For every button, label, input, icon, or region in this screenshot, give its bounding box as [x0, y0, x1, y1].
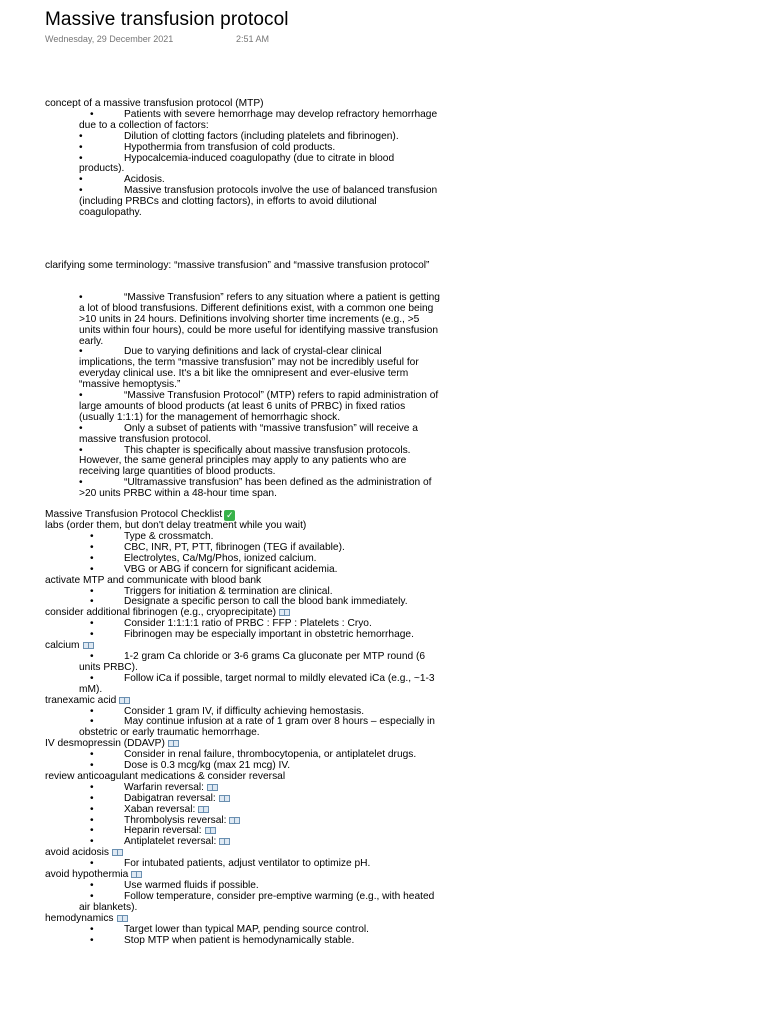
bullet-item: • May continue infusion at a rate of 1 gram over 8 hours – especially in obstetric or early traumatic hemorrhage. [45, 717, 440, 739]
bullet-item: • This chapter is specifically about massive transfusion protocols. However, the same general principles may apply to any patients who are receiving large quantities of blood products. [45, 446, 440, 479]
bullet-item: • 1-2 gram Ca chloride or 3-6 grams Ca gluconate per MTP round (6 units PRBC). [45, 652, 440, 674]
bullet-item: • Consider 1:1:1:1 ratio of PRBC : FFP : Platelets : Cryo. [45, 619, 440, 630]
bullet-item: • For intubated patients, adjust ventilator to optimize pH. [45, 859, 440, 870]
bullet-item: • Consider 1 gram IV, if difficulty achieving hemostasis. [45, 707, 440, 718]
book-icon[interactable] [219, 838, 230, 845]
bullet-item: • “Massive Transfusion Protocol” (MTP) refers to rapid administration of large amounts of blood products (at least 6 units of PRBC) in fixed ratios (usually 1:1:1) for the management of hemorrhagic shock. [45, 391, 440, 424]
section-heading [45, 696, 440, 707]
bullet-item: • “Ultramassive transfusion” has been defined as the administration of >20 units PRBC within a 48-hour time span. [45, 478, 440, 500]
bullet-item: • Dilution of clotting factors (including platelets and fibrinogen). [45, 132, 440, 143]
bullet-item: • Massive transfusion protocols involve the use of balanced transfusion (including PRBCs and clotting factors), in efforts to avoid dilutional coagulopathy. [45, 186, 440, 219]
bullet-item: • Stop MTP when patient is hemodynamically stable. [45, 936, 440, 947]
bullet-text: Xaban reversal: [124, 803, 196, 815]
bullet-item: • Due to varying definitions and lack of crystal-clear clinical implications, the term “massive transfusion” may not be incredibly useful for everyday clinical use. It's a bit like the omnipresent and ever-elusive term “massive hemoptysis.” [45, 347, 440, 391]
page-title: Massive transfusion protocol [45, 9, 289, 30]
bullet-item: • Triggers for initiation & termination are clinical. [45, 587, 440, 598]
checklist-title: Massive Transfusion Protocol Checklist [45, 509, 223, 521]
book-icon[interactable] [198, 806, 209, 813]
book-icon[interactable] [207, 784, 218, 791]
bullet-item [45, 816, 440, 827]
section-heading-text: IV desmopressin (DDAVP) [45, 738, 165, 750]
bullet-item: • Follow iCa if possible, target normal to mildly elevated iCa (e.g., ~1-3 mM). [45, 674, 440, 696]
section-heading: review anticoagulant medications & consider reversal [45, 770, 286, 782]
bullet-item: • CBC, INR, PT, PTT, fibrinogen (TEG if available). [45, 543, 440, 554]
section-heading: labs (order them, but don't delay treatment while you wait) [45, 520, 307, 532]
bullet-text: Antiplatelet reversal: [124, 836, 217, 848]
book-icon[interactable] [229, 817, 240, 824]
bullet-text: Thrombolysis reversal: [124, 814, 227, 826]
bullet-item: • Fibrinogen may be especially important in obstetric hemorrhage. [45, 630, 440, 641]
note-time: 2:51 AM [236, 34, 270, 44]
section-heading-text: calcium [45, 640, 80, 652]
book-icon[interactable] [119, 697, 130, 704]
book-icon[interactable] [83, 642, 94, 649]
bullet-item [45, 826, 440, 837]
bullet-item: • Hypothermia from transfusion of cold products. [45, 143, 440, 154]
note-date: Wednesday, 29 December 2021 [45, 34, 174, 44]
section-heading: clarifying some terminology: “massive transfusion” and “massive transfusion protocol” [45, 259, 430, 271]
book-icon[interactable] [219, 795, 230, 802]
checkmark-icon: ✓ [225, 510, 234, 521]
section-heading-text: consider additional fibrinogen (e.g., cryoprecipitate) [45, 607, 277, 619]
bullet-item: • Designate a specific person to call the blood bank immediately. [45, 597, 440, 608]
bullet-item: • Dose is 0.3 mcg/kg (max 21 mcg) IV. [45, 761, 440, 772]
book-icon[interactable] [117, 915, 128, 922]
section-heading-text: hemodynamics [45, 912, 114, 924]
bullet-item [45, 783, 440, 794]
bullet-item: • Electrolytes, Ca/Mg/Phos, ionized calcium. [45, 554, 440, 565]
book-icon[interactable] [168, 740, 179, 747]
section-heading-text: avoid hypothermia [45, 869, 129, 881]
section-heading-text: avoid acidosis [45, 847, 109, 859]
bullet-item: • Consider in renal failure, thrombocytopenia, or antiplatelet drugs. [45, 750, 440, 761]
bullet-item [45, 837, 440, 848]
bullet-text: Dabigatran reversal: [124, 792, 216, 804]
bullet-item: • Hypocalcemia-induced coagulopathy (due to citrate in blood products). [45, 154, 440, 176]
section-heading [45, 914, 440, 925]
section-heading: concept of a massive transfusion protocol (MTP) [45, 98, 264, 109]
section-heading-text: tranexamic acid [45, 694, 117, 706]
bullet-item [45, 794, 440, 805]
book-icon[interactable] [205, 827, 216, 834]
bullet-item: • Target lower than typical MAP, pending source control. [45, 925, 440, 936]
bullet-item: • VBG or ABG if concern for significant acidemia. [45, 565, 440, 576]
bullet-item: • “Massive Transfusion” refers to any situation where a patient is getting a lot of blood transfusions. Different definitions exist, with a common one being >10 units in 24 hours. Definitions involving shorter time increments (e.g., >5 units within four hours), could be more useful for identifying massive transfusion early. [45, 293, 440, 348]
bullet-text: Warfarin reversal: [124, 781, 205, 793]
bullet-text: Heparin reversal: [124, 825, 202, 837]
book-icon[interactable] [112, 849, 123, 856]
bullet-item: • Follow temperature, consider pre-emptive warming (e.g., with heated air blankets). [45, 892, 440, 914]
bullet-item [45, 805, 440, 816]
bullet-item: • Patients with severe hemorrhage may develop refractory hemorrhage due to a collection of factors: [45, 110, 440, 132]
book-icon[interactable] [279, 609, 290, 616]
bullet-item: • Use warmed fluids if possible. [45, 881, 440, 892]
bullet-item: • Acidosis. [45, 175, 440, 186]
section-heading: activate MTP and communicate with blood bank [45, 574, 262, 586]
bullet-item: • Type & crossmatch. [45, 532, 440, 543]
note-body [45, 99, 440, 946]
bullet-item: • Only a subset of patients with “massive transfusion” will receive a massive transfusion protocol. [45, 424, 440, 446]
book-icon[interactable] [131, 871, 142, 878]
